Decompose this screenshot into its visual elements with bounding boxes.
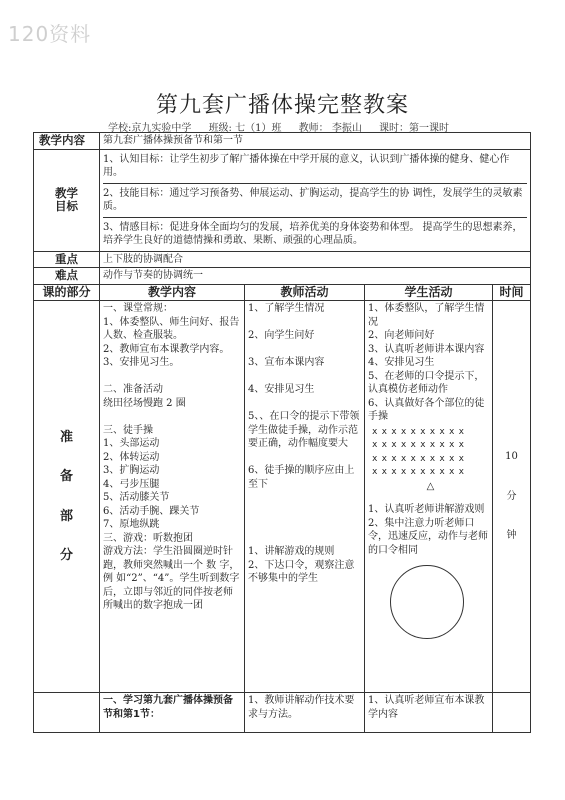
prep-time: 10 分 钟 (493, 301, 531, 693)
header-teacher: 教师活动 (245, 284, 365, 301)
header-student: 学生活动 (365, 284, 493, 301)
basic-time (493, 693, 531, 733)
prep-student (365, 301, 493, 693)
content-row (34, 133, 531, 150)
difficulty-value: 动作与节奏的协调统一 (100, 268, 531, 285)
header-time: 时间 (493, 284, 531, 301)
meta-class: 班级: 七（1）班 (208, 123, 282, 134)
watermark: 120资料 (8, 22, 92, 46)
lesson-plan-table (33, 132, 531, 733)
prep-row (34, 301, 531, 693)
difficulty-row (34, 268, 531, 285)
meta-lesson: 课时：第一课时 (379, 123, 450, 134)
content-label: 教学内容 (34, 133, 100, 150)
key-point-label: 重点 (34, 251, 100, 268)
basic-teacher: 1、教师讲解动作技术要求与方法。 (245, 693, 365, 733)
meta-school: 学校:京九实验中学 (108, 123, 192, 134)
objective-item: 2、技能目标：通过学习预备势、伸展运动、扩胸运动，提高学生的协 调性，发展学生的灵敏素质。 (103, 184, 527, 218)
objectives-label: 教学 目标 (34, 149, 100, 251)
prep-content: 一、课堂常规： 1、体委整队、师生问好、报告人数、检查服装。 2、教师宣布本课教学内容。 3、安排见习生。 二、准备活动 绕田径场慢跑 2 圈 三、徒手操 1、头部运动 2、体转运动 3、扩胸运动 4、弓步压腿 5、活动膝关节 6、活动手腕、踝关节 7、原地纵跳 三、游戏：听数抱团 游戏方法：学生沿圆圈逆时针跑，教师突然喊出一个 数 字， 例 如“2”、“4”。学生听到数字后，立即与邻近的同伴按老师所喊出的数字抱成一团 (100, 301, 245, 693)
objectives-row (34, 149, 531, 251)
meta-teacher: 教师： 李振山 (298, 123, 362, 134)
student-activities-a: 1、体委整队，了解学生情况 2、向老师问好 3、认真听老师讲本课内容 4、安排见习生 5、在老师的口令提示下，认真模仿老师动作 6、认真做好各个部位的徒手操 (368, 303, 485, 422)
student-activities-b: 1、认真听老师讲解游戏则 2、集中注意力听老师口令，迅速反应，动作与老师的口令相同 (368, 504, 488, 556)
key-point-row (34, 251, 531, 268)
objective-item: 3、情感目标：促进身体全面均匀的发展，培养优美的身体姿势和体型。 提高学生的思想素养，培养学生良好的道德情操和勇敢、果断、顽强的心理品质。 (103, 221, 523, 246)
basic-student: 1、认真听老师宣布本课教学内容 (365, 693, 493, 733)
basic-row (34, 693, 531, 733)
objective-item: 1、认知目标：让学生初步了解广播体操在中学开展的意义，认识到广播体操的健身、健心作用。 (103, 150, 527, 184)
header-row (34, 284, 531, 301)
key-point-value: 上下肢的协调配合 (100, 251, 531, 268)
prep-side-label: 准 备 部 分 (34, 301, 100, 693)
header-part: 课的部分 (34, 284, 100, 301)
basic-side-label (34, 693, 100, 733)
game-circle (390, 565, 464, 639)
page-title: 第九套广播体操完整教案 (155, 93, 409, 118)
content-value: 第九套广播体操预备节和第一节 (100, 133, 531, 150)
objectives-list (100, 149, 531, 251)
teacher-position-marker: △ (426, 480, 435, 492)
formation: xxxxxxxxxx xxxxxxxxxx xxxxxxxxxx xxxxxxxxxx △ (372, 426, 489, 494)
basic-content: 一、学习第九套广播体操预备节和第1节： (100, 693, 245, 733)
prep-teacher: 1、了解学生情况 2、向学生问好 3、宣布本课内容 4、安排见习生 5、、在口令的提示下带领学生做徒手操，动作示范要正确，动作幅度要大 6、徒手操的顺序应由上至下 1、讲解游戏的规则 2、下达口令，观察注意不够集中的学生 (245, 301, 365, 693)
difficulty-label: 难点 (34, 268, 100, 285)
header-content: 教学内容 (100, 284, 245, 301)
